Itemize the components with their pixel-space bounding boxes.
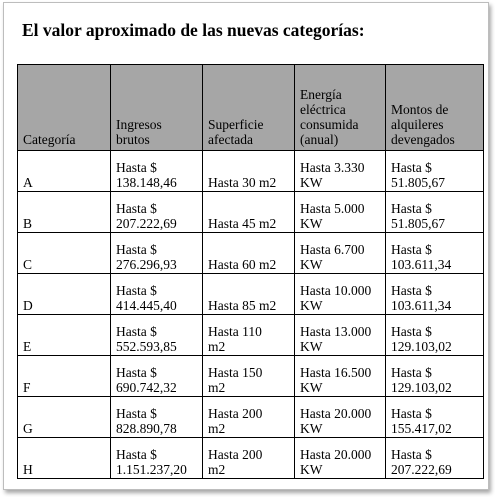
cell-alquileres: Hasta $ 103.611,34 [386,274,484,315]
cell-ingresos: Hasta $ 138.148,46 [111,151,203,192]
categories-table [17,64,484,479]
cell-categoria: A [18,151,111,192]
table-row [18,397,484,438]
cell-alquileres: Hasta $ 129.103,02 [386,315,484,356]
cell-alquileres: Hasta $ 155.417,02 [386,397,484,438]
table-row [18,438,484,479]
table-row [18,151,484,192]
page-title: El valor aproximado de las nuevas categorías: [22,20,365,40]
cell-energia: Hasta 10.000 KW [295,274,386,315]
cell-superficie: Hasta 200 m2 [203,438,295,479]
table-row [18,192,484,233]
cell-categoria: B [18,192,111,233]
cell-superficie: Hasta 60 m2 [203,233,295,274]
column-header-categoria: Categoría [18,65,111,151]
cell-alquileres: Hasta $ 129.103,02 [386,356,484,397]
cell-ingresos: Hasta $ 207.222,69 [111,192,203,233]
document-frame [3,2,489,490]
column-header-alquileres: Montos de alquileres devengados [386,65,484,151]
cell-superficie: Hasta 85 m2 [203,274,295,315]
cell-energia: Hasta 3.330 KW [295,151,386,192]
cell-ingresos: Hasta $ 690.742,32 [111,356,203,397]
cell-alquileres: Hasta $ 51.805,67 [386,151,484,192]
cell-categoria: G [18,397,111,438]
cell-superficie: Hasta 150 m2 [203,356,295,397]
table-row [18,274,484,315]
cell-energia: Hasta 20.000 KW [295,397,386,438]
cell-categoria: E [18,315,111,356]
cell-energia: Hasta 13.000 KW [295,315,386,356]
table-row [18,356,484,397]
cell-superficie: Hasta 45 m2 [203,192,295,233]
cell-alquileres: Hasta $ 51.805,67 [386,192,484,233]
cell-superficie: Hasta 110 m2 [203,315,295,356]
column-header-energia: Energía eléctrica consumida (anual) [295,65,386,151]
column-header-superficie: Superficie afectada [203,65,295,151]
cell-ingresos: Hasta $ 552.593,85 [111,315,203,356]
column-header-ingresos: Ingresos brutos [111,65,203,151]
cell-superficie: Hasta 30 m2 [203,151,295,192]
cell-ingresos: Hasta $ 276.296,93 [111,233,203,274]
cell-energia: Hasta 5.000 KW [295,192,386,233]
cell-energia: Hasta 20.000 KW [295,438,386,479]
cell-ingresos: Hasta $ 828.890,78 [111,397,203,438]
table-row [18,233,484,274]
table-row [18,315,484,356]
cell-energia: Hasta 16.500 KW [295,356,386,397]
cell-categoria: D [18,274,111,315]
table-header-row [18,65,484,151]
cell-categoria: H [18,438,111,479]
cell-alquileres: Hasta $ 207.222,69 [386,438,484,479]
cell-categoria: F [18,356,111,397]
cell-ingresos: Hasta $ 1.151.237,20 [111,438,203,479]
cell-categoria: C [18,233,111,274]
cell-energia: Hasta 6.700 KW [295,233,386,274]
cell-alquileres: Hasta $ 103.611,34 [386,233,484,274]
cell-superficie: Hasta 200 m2 [203,397,295,438]
cell-ingresos: Hasta $ 414.445,40 [111,274,203,315]
